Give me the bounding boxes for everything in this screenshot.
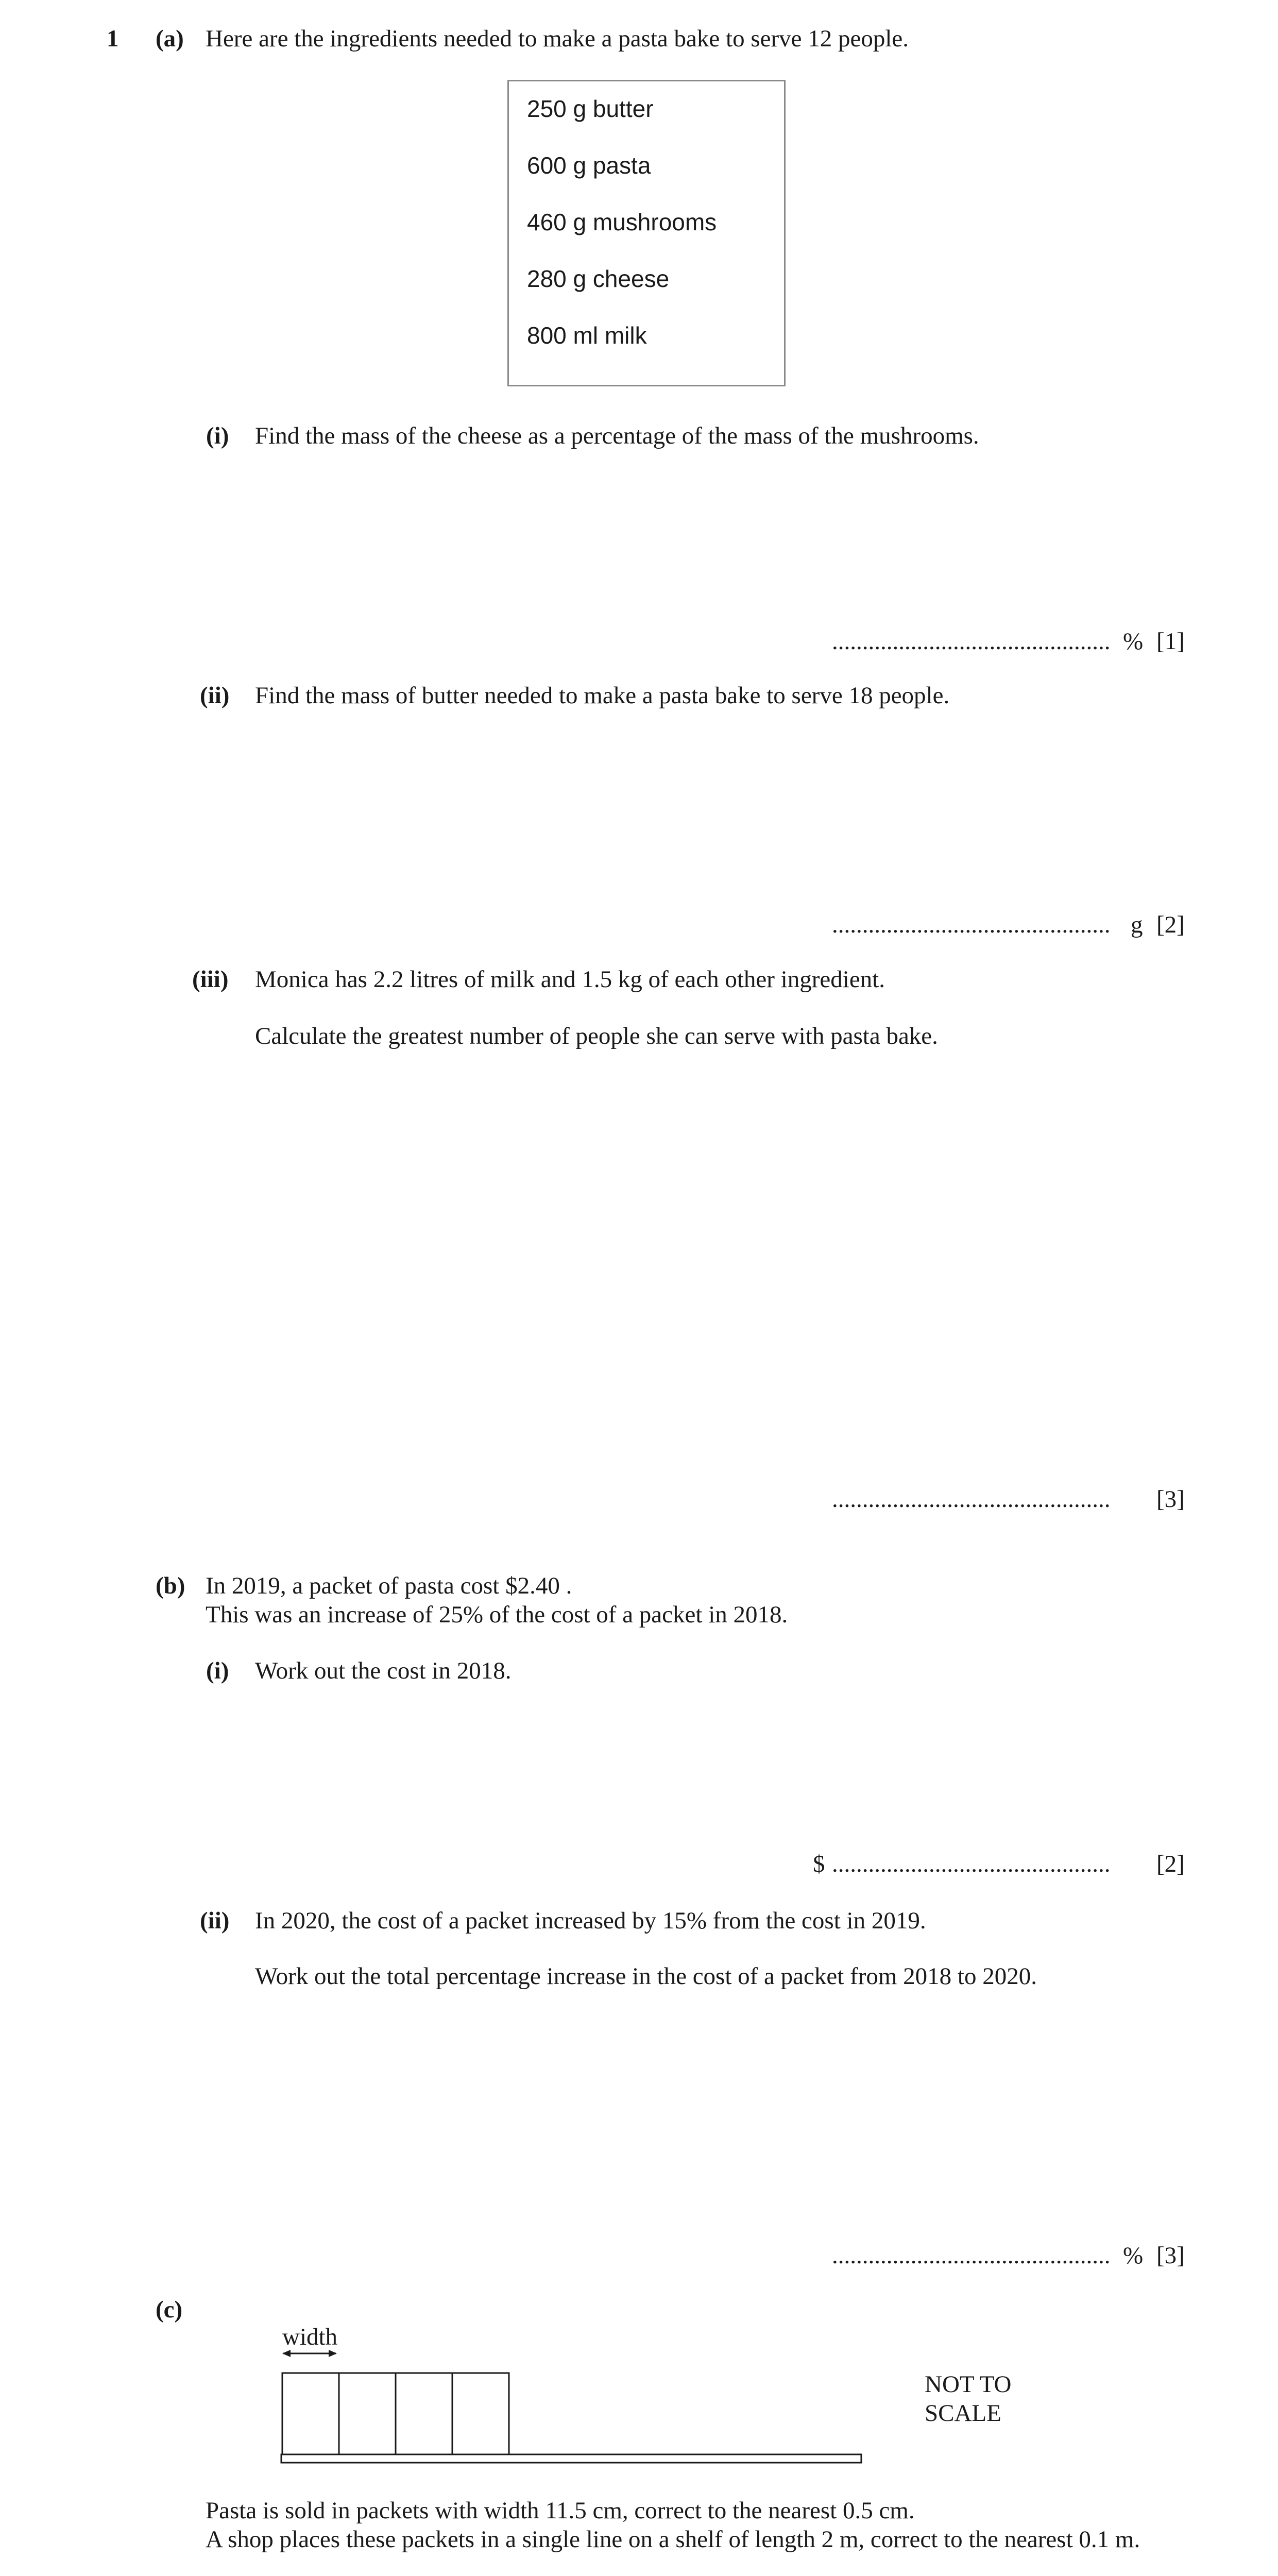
part-b-i-answer-line[interactable]: .............................................. [832, 1851, 1111, 1877]
part-a-ii-label: (ii) [200, 682, 230, 709]
part-a-iii-answer-line[interactable]: .............................................. [832, 1486, 1111, 1513]
part-b-ii-marks: [3] [1156, 2242, 1185, 2269]
part-a-i-label: (i) [206, 422, 229, 449]
part-b-label: (b) [156, 1572, 185, 1599]
part-b-text2: This was an increase of 25% of the cost of a packet in 2018. [206, 1601, 788, 1628]
part-a-iii-label: (iii) [192, 966, 229, 993]
part-b-ii-text2: Work out the total percentage increase in the cost of a packet from 2018 to 2020. [255, 1963, 1037, 1990]
packet-3 [396, 2373, 452, 2454]
ingredient-mushrooms: 460 g mushrooms [527, 209, 717, 235]
part-b-ii-label: (ii) [200, 1907, 230, 1934]
part-b-ii-answer-line[interactable]: .............................................. [832, 2242, 1111, 2269]
part-a-i-text: Find the mass of the cheese as a percentage of the mass of the mushrooms. [255, 422, 979, 449]
part-c-text1: Pasta is sold in packets with width 11.5 cm, correct to the nearest 0.5 cm. [206, 2497, 915, 2524]
part-a-ii-text: Find the mass of butter needed to make a pasta bake to serve 18 people. [255, 682, 950, 709]
diagram-width-label: width [282, 2324, 338, 2350]
part-b-ii-unit: % [1123, 2242, 1144, 2269]
width-arrow-right [329, 2350, 337, 2357]
ingredient-milk: 800 ml milk [527, 322, 647, 349]
part-a-ii-unit: g [1131, 911, 1143, 938]
part-a-iii-marks: [3] [1156, 1486, 1185, 1513]
shelf-diagram [273, 2344, 865, 2468]
part-a-ii-marks: [2] [1156, 911, 1185, 938]
part-b-i-label: (i) [206, 1657, 229, 1684]
part-c-text2: A shop places these packets in a single line on a shelf of length 2 m, correct to the nearest 0.1 m. [206, 2526, 1140, 2553]
part-b-ii-text1: In 2020, the cost of a packet increased by 15% from the cost in 2019. [255, 1907, 926, 1934]
shelf [281, 2454, 861, 2463]
ingredient-butter: 250 g butter [527, 95, 654, 122]
part-b-text1: In 2019, a packet of pasta cost $2.40 . [206, 1572, 572, 1599]
packet-4 [452, 2373, 509, 2454]
width-arrow-left [282, 2350, 291, 2357]
ingredient-cheese: 280 g cheese [527, 265, 670, 292]
part-a-ii-answer-line[interactable]: .............................................. [832, 911, 1111, 938]
packet-2 [339, 2373, 396, 2454]
part-a-i-marks: [1] [1156, 628, 1185, 655]
part-b-i-text: Work out the cost in 2018. [255, 1657, 512, 1684]
question-number: 1 [107, 25, 119, 52]
part-a-label: (a) [156, 25, 184, 52]
part-c-label: (c) [156, 2296, 183, 2323]
ingredient-pasta: 600 g pasta [527, 152, 651, 179]
part-a-i-unit: % [1123, 628, 1144, 655]
part-a-iii-text2: Calculate the greatest number of people she can serve with pasta bake. [255, 1023, 938, 1049]
part-a-i-answer-line[interactable]: .............................................. [832, 628, 1111, 655]
part-b-i-prefix: $ [813, 1851, 825, 1877]
ingredients-box [507, 80, 786, 386]
part-b-i-marks: [2] [1156, 1851, 1185, 1877]
not-to-scale-line1: NOT TO [925, 2371, 1012, 2398]
part-a-intro: Here are the ingredients needed to make a pasta bake to serve 12 people. [206, 25, 909, 52]
not-to-scale-line2: SCALE [925, 2400, 1001, 2427]
part-a-iii-text1: Monica has 2.2 litres of milk and 1.5 kg of each other ingredient. [255, 966, 885, 993]
packet-1 [282, 2373, 339, 2454]
